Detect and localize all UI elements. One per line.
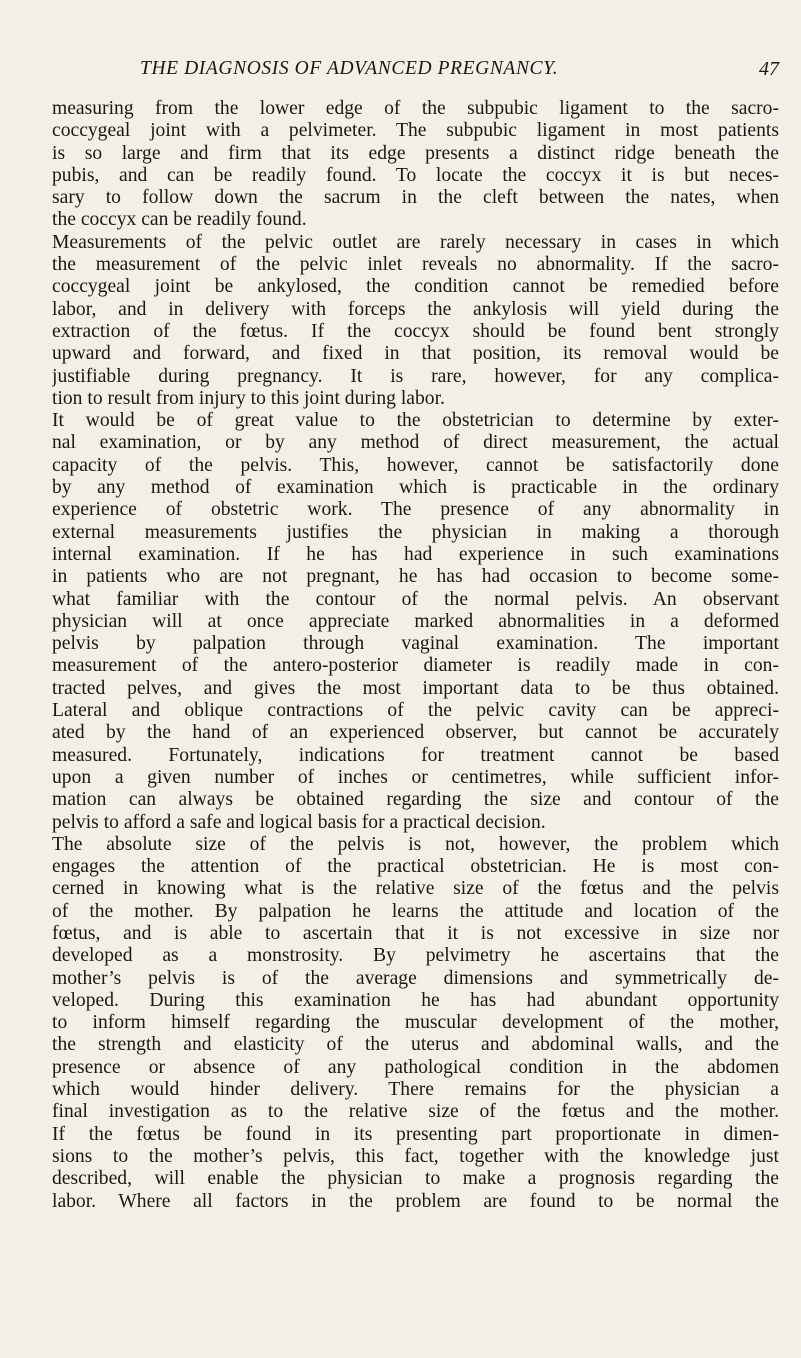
text-line: measuring from the lower edge of the subpubic ligament to the sacro- (52, 98, 779, 119)
text-line: It would be of great value to the obstetrician to determine by exter- (52, 410, 779, 432)
text-line: pelvis to afford a safe and logical basis for a practical decision. (52, 811, 546, 833)
text-line: sary to follow down the sacrum in the cleft between the nates, when (52, 187, 779, 209)
text-line: upon a given number of inches or centimetres, while sufficient infor- (52, 766, 779, 788)
text-line: coccygeal joint with a pelvimeter. The subpubic ligament in most patients (52, 120, 779, 142)
text-line: tracted pelves, and gives the most important data to be thus obtained. (52, 677, 779, 699)
text-line: labor. Where all factors in the problem are found to be normal the (52, 1190, 779, 1212)
text-line: fœtus, and is able to ascertain that it is not excessive in size nor (52, 922, 779, 944)
text-line: sions to the mother’s pelvis, this fact, together with the knowledge just (52, 1145, 779, 1167)
text-line: measured. Fortunately, indications for treatment cannot be based (52, 744, 779, 766)
running-head (52, 58, 779, 84)
text-line: by any method of examination which is practicable in the ordinary (52, 477, 779, 499)
body-text (52, 98, 779, 1213)
text-line: coccygeal joint be ankylosed, the condition cannot be remedied before (52, 276, 779, 298)
text-line: ated by the hand of an experienced observer, but cannot be accurately (52, 722, 779, 744)
text-line: nal examination, or by any method of direct measurement, the actual (52, 432, 779, 454)
text-line: veloped. During this examination he has had abundant opportunity (52, 989, 779, 1011)
text-line: extraction of the fœtus. If the coccyx should be found bent strongly (52, 320, 779, 342)
text-line: final investigation as to the relative size of the fœtus and the mother. (52, 1101, 779, 1123)
text-line: the measurement of the pelvic inlet reveals no abnormality. If the sacro- (52, 254, 779, 276)
text-line: physician will at once appreciate marked abnormalities in a deformed (52, 610, 779, 632)
text-line: what familiar with the contour of the normal pelvis. An observant (52, 588, 779, 610)
text-line: in patients who are not pregnant, he has had occasion to become some- (52, 566, 779, 588)
text-line: capacity of the pelvis. This, however, cannot be satisfactorily done (52, 454, 779, 476)
running-title: THE DIAGNOSIS OF ADVANCED PREGNANCY. (140, 58, 559, 79)
text-line: Measurements of the pelvic outlet are rarely necessary in cases in which (52, 231, 779, 253)
text-line: justifiable during pregnancy. It is rare, however, for any complica- (52, 365, 779, 387)
text-line: the coccyx can be readily found. (52, 209, 307, 231)
text-line: pubis, and can be readily found. To locate the coccyx it is but neces- (52, 164, 779, 186)
text-line: engages the attention of the practical obstetrician. He is most con- (52, 856, 779, 878)
text-line: is so large and firm that its edge presents a distinct ridge beneath the (52, 142, 779, 164)
text-line: developed as a monstrosity. By pelvimetry he ascertains that the (52, 945, 779, 967)
text-line: Lateral and oblique contractions of the pelvic cavity can be appreci- (52, 700, 779, 722)
text-line: measurement of the antero-posterior diameter is readily made in con- (52, 655, 779, 677)
text-line: upward and forward, and fixed in that position, its removal would be (52, 343, 779, 365)
text-line: The absolute size of the pelvis is not, however, the problem which (52, 833, 779, 855)
text-line: described, will enable the physician to make a prognosis regarding the (52, 1168, 779, 1190)
text-line: the strength and elasticity of the uterus and abdominal walls, and the (52, 1034, 779, 1056)
text-line: If the fœtus be found in its presenting part proportionate in dimen- (52, 1123, 779, 1145)
text-line: to inform himself regarding the muscular development of the mother, (52, 1012, 779, 1034)
text-line: external measurements justifies the physician in making a thorough (52, 521, 779, 543)
text-line: pelvis by palpation through vaginal examination. The important (52, 633, 779, 655)
text-line: labor, and in delivery with forceps the ankylosis will yield during the (52, 298, 779, 320)
text-line: experience of obstetric work. The presence of any abnormality in (52, 499, 779, 521)
text-line: internal examination. If he has had experience in such examinations (52, 543, 779, 565)
text-line: tion to result from injury to this joint during labor. (52, 387, 445, 409)
text-line: of the mother. By palpation he learns the attitude and location of the (52, 900, 779, 922)
text-line: mation can always be obtained regarding the size and contour of the (52, 789, 779, 811)
text-line: mother’s pelvis is of the average dimensions and symmetrically de- (52, 967, 779, 989)
text-line: cerned in knowing what is the relative size of the fœtus and the pelvis (52, 878, 779, 900)
page-number: 47 (759, 58, 779, 80)
text-line: which would hinder delivery. There remains for the physician a (52, 1079, 779, 1101)
text-line: presence or absence of any pathological condition in the abdomen (52, 1056, 779, 1078)
